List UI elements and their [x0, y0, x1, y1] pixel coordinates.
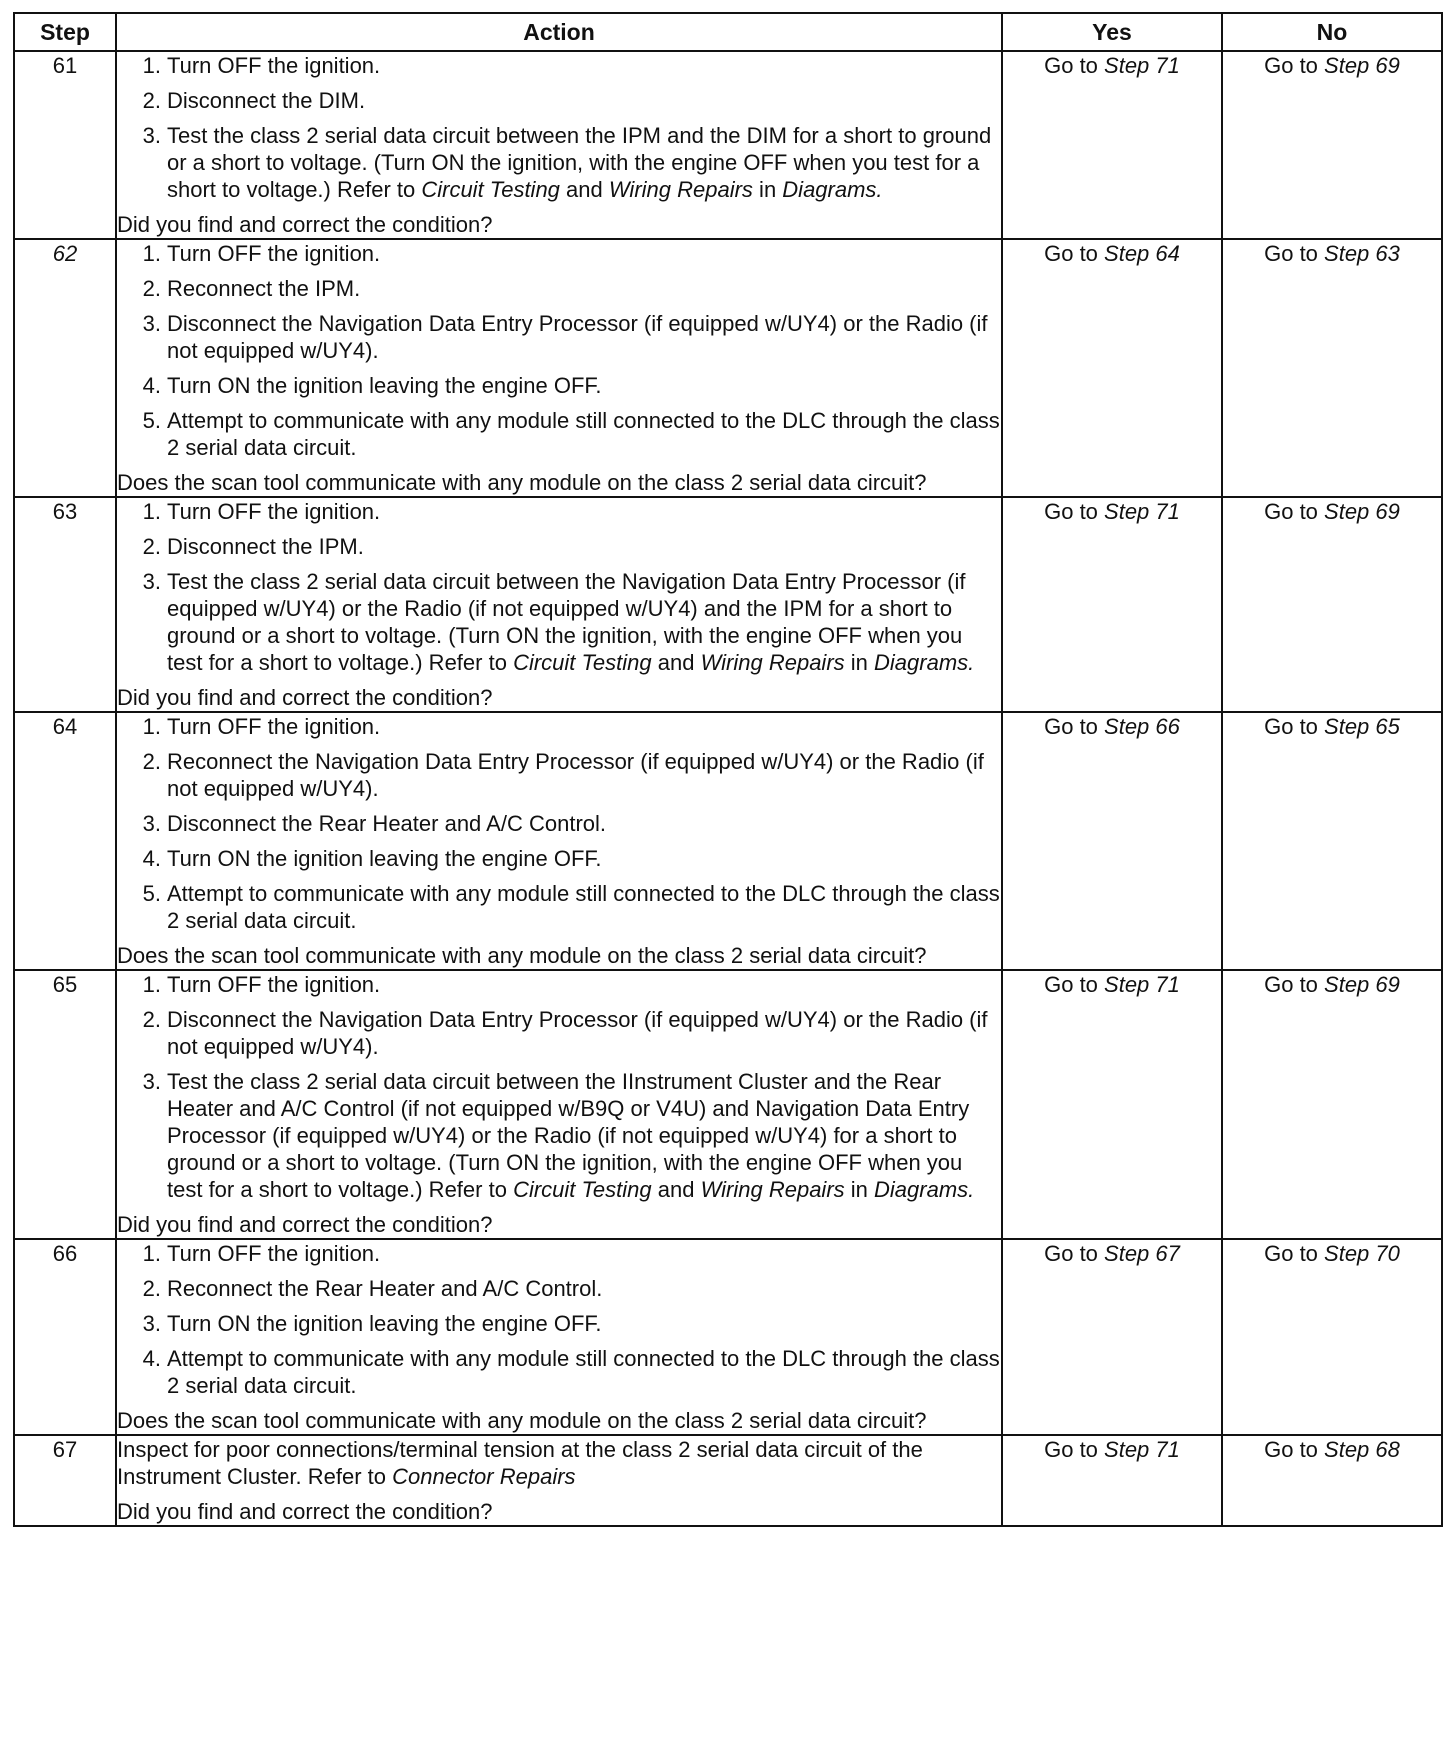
- text-run: Test the class 2 serial data circuit between the IInstrument Cluster and the Rear Heater and A/C Control (if not equipped w/B9Q or V4U) and Navigation Data Entry Processor (if equipped w/UY4) or the Radio (if not equipped w/UY4) for a short to ground or a short to voltage. (Turn ON the ignition, with the engine OFF when you test for a short to voltage.) Refer to: [167, 1069, 970, 1202]
- substep: [117, 533, 1001, 560]
- substep-text: [167, 880, 1001, 934]
- goto-prefix: Go to: [1044, 499, 1105, 524]
- goto-target: Step 69: [1324, 53, 1400, 78]
- substep: [117, 1310, 1001, 1337]
- substep: [117, 1275, 1001, 1302]
- substep: [117, 748, 1001, 802]
- header-action: Action: [116, 13, 1002, 51]
- substep-number: 1.: [142, 972, 161, 997]
- substep-number: 2.: [142, 1007, 161, 1032]
- yes-cell: [1002, 970, 1222, 1239]
- yes-cell: [1002, 51, 1222, 239]
- substep-text: [167, 845, 1001, 872]
- substep: [117, 1068, 1001, 1203]
- step-number: 64: [14, 712, 116, 970]
- text-run: Turn OFF the ignition.: [167, 241, 381, 266]
- table-row: [14, 497, 1442, 712]
- no-cell: [1222, 239, 1442, 497]
- substep-number: 2.: [142, 88, 161, 113]
- step-number: 63: [14, 497, 116, 712]
- no-cell: [1222, 970, 1442, 1239]
- action-cell: [116, 51, 1002, 239]
- no-cell: [1222, 1435, 1442, 1526]
- action-intro: [117, 1436, 1001, 1490]
- substep-number: 3.: [142, 1069, 161, 1094]
- action-question: Does the scan tool communicate with any module on the class 2 serial data circuit?: [117, 1408, 927, 1433]
- substep-text: [167, 713, 1001, 740]
- goto-target: Step 71: [1104, 972, 1180, 997]
- substep-list: [117, 240, 1001, 461]
- substep-number: 3.: [142, 311, 161, 336]
- substep: [117, 1240, 1001, 1267]
- goto-prefix: Go to: [1044, 53, 1105, 78]
- action-cell: [116, 970, 1002, 1239]
- goto-prefix: Go to: [1264, 972, 1325, 997]
- reference-text: Circuit Testing: [513, 650, 652, 675]
- substep-number: 2.: [142, 276, 161, 301]
- substep-text: [167, 971, 1001, 998]
- table-row: [14, 970, 1442, 1239]
- no-cell: [1222, 497, 1442, 712]
- goto-prefix: Go to: [1264, 53, 1325, 78]
- text-run: Turn OFF the ignition.: [167, 499, 381, 524]
- reference-text: Wiring Repairs: [700, 650, 845, 675]
- text-run: Turn ON the ignition leaving the engine OFF.: [167, 373, 602, 398]
- table-row: [14, 51, 1442, 239]
- substep-number: 4.: [142, 373, 161, 398]
- substep-number: 2.: [142, 749, 161, 774]
- substep-number: 5.: [142, 408, 161, 433]
- goto-prefix: Go to: [1264, 499, 1325, 524]
- goto-prefix: Go to: [1264, 1241, 1325, 1266]
- substep-list: [117, 1240, 1001, 1399]
- substep-number: 1.: [142, 53, 161, 78]
- text-run: Turn ON the ignition leaving the engine OFF.: [167, 1311, 602, 1336]
- text-run: Turn ON the ignition leaving the engine OFF.: [167, 846, 602, 871]
- substep-number: 3.: [142, 123, 161, 148]
- reference-text: Connector Repairs: [392, 1464, 576, 1489]
- text-run: Test the class 2 serial data circuit between the IPM and the DIM for a short to ground or a short to voltage. (Turn ON the ignition, with the engine OFF when you test for a short to voltage.) Refer to: [167, 123, 992, 202]
- reference-text: Wiring Repairs: [608, 177, 753, 202]
- text-run: Disconnect the Navigation Data Entry Processor (if equipped w/UY4) or the Radio (if not equipped w/UY4).: [167, 1007, 988, 1059]
- action-question: Did you find and correct the condition?: [117, 1212, 493, 1237]
- text-run: Disconnect the Rear Heater and A/C Control.: [167, 811, 607, 836]
- header-yes: Yes: [1002, 13, 1222, 51]
- substep-number: 4.: [142, 1346, 161, 1371]
- action-cell: [116, 1239, 1002, 1435]
- step-number: 67: [14, 1435, 116, 1526]
- action-question: Does the scan tool communicate with any module on the class 2 serial data circuit?: [117, 470, 927, 495]
- yes-cell: [1002, 1435, 1222, 1526]
- text-run: Attempt to communicate with any module still connected to the DLC through the class 2 serial data circuit.: [167, 408, 1000, 460]
- substep-text: [167, 810, 1001, 837]
- header-row: [14, 13, 1442, 51]
- substep-number: 3.: [142, 811, 161, 836]
- reference-text: Diagrams.: [782, 177, 883, 202]
- goto-target: Step 70: [1324, 1241, 1400, 1266]
- reference-text: Circuit Testing: [421, 177, 560, 202]
- substep: [117, 275, 1001, 302]
- table-header: [14, 13, 1442, 51]
- substep-text: [167, 275, 1001, 302]
- goto-target: Step 69: [1324, 972, 1400, 997]
- text-run: in: [844, 1177, 875, 1202]
- substep: [117, 880, 1001, 934]
- substep: [117, 810, 1001, 837]
- substep-text: [167, 52, 1001, 79]
- goto-prefix: Go to: [1264, 1437, 1325, 1462]
- goto-prefix: Go to: [1264, 714, 1325, 739]
- step-number: 66: [14, 1239, 116, 1435]
- substep: [117, 87, 1001, 114]
- substep-list: [117, 52, 1001, 203]
- text-run: Attempt to communicate with any module still connected to the DLC through the class 2 serial data circuit.: [167, 881, 1000, 933]
- substep-list: [117, 713, 1001, 934]
- no-cell: [1222, 1239, 1442, 1435]
- substep-text: [167, 748, 1001, 802]
- substep-text: [167, 87, 1001, 114]
- step-number: 62: [14, 239, 116, 497]
- substep-text: [167, 1345, 1001, 1399]
- substep-text: [167, 1275, 1001, 1302]
- table-body: [14, 51, 1442, 1526]
- goto-prefix: Go to: [1044, 1437, 1105, 1462]
- text-run: Turn OFF the ignition.: [167, 53, 381, 78]
- goto-target: Step 65: [1324, 714, 1400, 739]
- goto-target: Step 67: [1104, 1241, 1180, 1266]
- substep-text: [167, 498, 1001, 525]
- table-row: [14, 712, 1442, 970]
- goto-prefix: Go to: [1044, 714, 1105, 739]
- yes-cell: [1002, 239, 1222, 497]
- substep-number: 3.: [142, 1311, 161, 1336]
- text-run: Turn OFF the ignition.: [167, 972, 381, 997]
- action-cell: [116, 497, 1002, 712]
- substep: [117, 971, 1001, 998]
- yes-cell: [1002, 712, 1222, 970]
- substep-number: 1.: [142, 1241, 161, 1266]
- substep: [117, 407, 1001, 461]
- text-run: and: [559, 177, 609, 202]
- substep: [117, 845, 1001, 872]
- no-cell: [1222, 712, 1442, 970]
- substep-number: 5.: [142, 881, 161, 906]
- step-number: 65: [14, 970, 116, 1239]
- reference-text: Diagrams.: [874, 650, 975, 675]
- substep-text: [167, 1068, 1001, 1203]
- text-run: Reconnect the IPM.: [167, 276, 361, 301]
- no-cell: [1222, 51, 1442, 239]
- reference-text: Wiring Repairs: [700, 1177, 845, 1202]
- substep: [117, 240, 1001, 267]
- substep-text: [167, 568, 1001, 676]
- goto-target: Step 69: [1324, 499, 1400, 524]
- substep: [117, 122, 1001, 203]
- substep-list: [117, 971, 1001, 1203]
- substep: [117, 498, 1001, 525]
- substep-text: [167, 1240, 1001, 1267]
- action-question: Did you find and correct the condition?: [117, 212, 493, 237]
- header-no: No: [1222, 13, 1442, 51]
- reference-text: Diagrams.: [874, 1177, 975, 1202]
- substep-text: [167, 310, 1001, 364]
- substep: [117, 1345, 1001, 1399]
- step-number: 61: [14, 51, 116, 239]
- action-cell: [116, 1435, 1002, 1526]
- text-run: Reconnect the Navigation Data Entry Processor (if equipped w/UY4) or the Radio (if not equipped w/UY4).: [167, 749, 984, 801]
- action-question: Did you find and correct the condition?: [117, 1499, 493, 1524]
- goto-target: Step 63: [1324, 241, 1400, 266]
- text-run: Test the class 2 serial data circuit between the Navigation Data Entry Processor (if equipped w/UY4) or the Radio (if not equipped w/UY4) and the IPM for a short to ground or a short to voltage. (Turn ON the ignition, with the engine OFF when you test for a short to voltage.) Refer to: [167, 569, 966, 675]
- substep: [117, 310, 1001, 364]
- substep-text: [167, 240, 1001, 267]
- text-run: Disconnect the IPM.: [167, 534, 364, 559]
- action-question: Does the scan tool communicate with any module on the class 2 serial data circuit?: [117, 943, 927, 968]
- substep-number: 2.: [142, 534, 161, 559]
- substep-text: [167, 122, 1001, 203]
- substep-number: 4.: [142, 846, 161, 871]
- substep: [117, 713, 1001, 740]
- substep-number: 1.: [142, 499, 161, 524]
- text-run: Disconnect the DIM.: [167, 88, 366, 113]
- goto-prefix: Go to: [1044, 972, 1105, 997]
- goto-prefix: Go to: [1044, 1241, 1105, 1266]
- action-question: Did you find and correct the condition?: [117, 685, 493, 710]
- substep: [117, 1006, 1001, 1060]
- goto-target: Step 71: [1104, 1437, 1180, 1462]
- goto-prefix: Go to: [1044, 241, 1105, 266]
- substep-number: 1.: [142, 714, 161, 739]
- text-run: Turn OFF the ignition.: [167, 1241, 381, 1266]
- goto-target: Step 64: [1104, 241, 1180, 266]
- text-run: Attempt to communicate with any module still connected to the DLC through the class 2 serial data circuit.: [167, 1346, 1000, 1398]
- table-row: [14, 1239, 1442, 1435]
- substep-text: [167, 1310, 1001, 1337]
- yes-cell: [1002, 1239, 1222, 1435]
- text-run: Turn OFF the ignition.: [167, 714, 381, 739]
- substep-number: 3.: [142, 569, 161, 594]
- goto-target: Step 68: [1324, 1437, 1400, 1462]
- substep: [117, 568, 1001, 676]
- table-row: [14, 1435, 1442, 1526]
- table-row: [14, 239, 1442, 497]
- yes-cell: [1002, 497, 1222, 712]
- action-cell: [116, 239, 1002, 497]
- substep-list: [117, 498, 1001, 676]
- diagnostic-table: [13, 12, 1443, 1527]
- substep-text: [167, 1006, 1001, 1060]
- reference-text: Circuit Testing: [513, 1177, 652, 1202]
- goto-target: Step 66: [1104, 714, 1180, 739]
- action-cell: [116, 712, 1002, 970]
- text-run: in: [844, 650, 875, 675]
- substep-number: 2.: [142, 1276, 161, 1301]
- text-run: Inspect for poor connections/terminal tension at the class 2 serial data circuit of the Instrument Cluster. Refer to: [117, 1437, 923, 1489]
- substep-number: 1.: [142, 241, 161, 266]
- text-run: in: [752, 177, 783, 202]
- text-run: and: [651, 650, 701, 675]
- goto-target: Step 71: [1104, 499, 1180, 524]
- text-run: and: [651, 1177, 701, 1202]
- substep-text: [167, 407, 1001, 461]
- substep: [117, 372, 1001, 399]
- substep-text: [167, 372, 1001, 399]
- text-run: Disconnect the Navigation Data Entry Processor (if equipped w/UY4) or the Radio (if not equipped w/UY4).: [167, 311, 988, 363]
- goto-target: Step 71: [1104, 53, 1180, 78]
- header-step: Step: [14, 13, 116, 51]
- goto-prefix: Go to: [1264, 241, 1325, 266]
- substep: [117, 52, 1001, 79]
- text-run: Reconnect the Rear Heater and A/C Control.: [167, 1276, 603, 1301]
- substep-text: [167, 533, 1001, 560]
